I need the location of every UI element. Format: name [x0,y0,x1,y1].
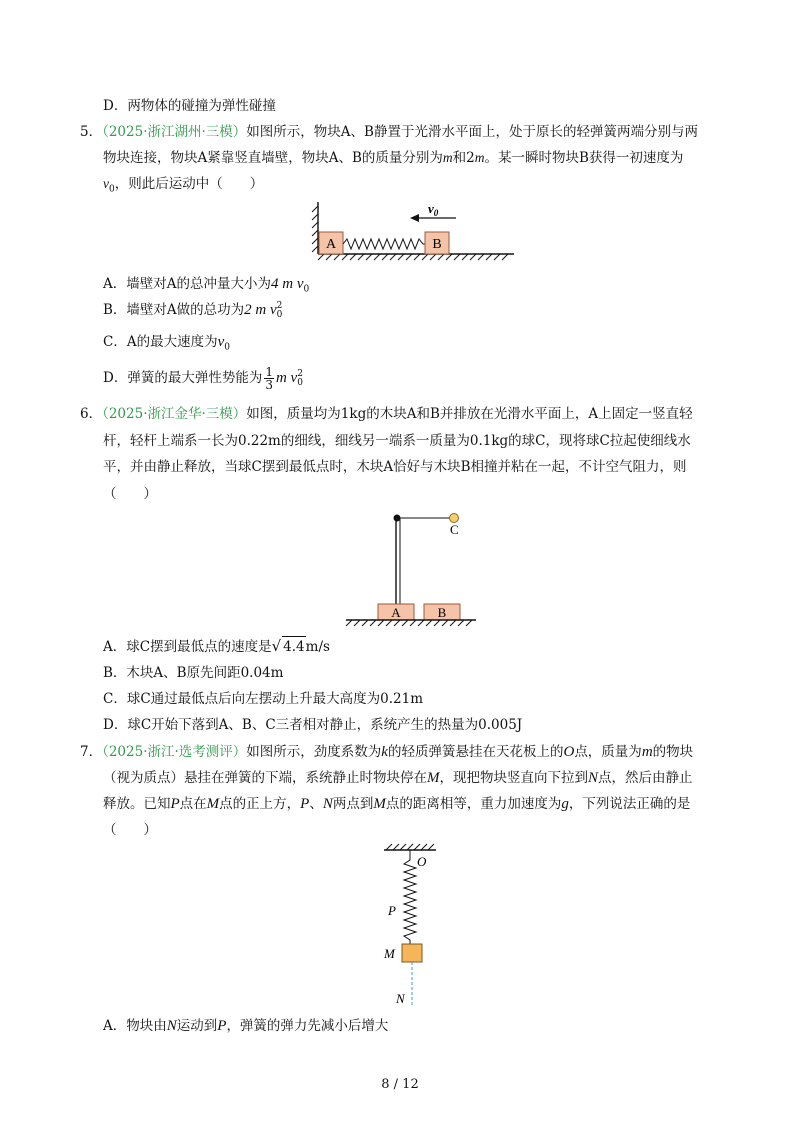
q7-block [402,944,422,962]
q7-label-o: O [417,854,427,869]
q6-figure [340,506,480,630]
q6-option-b[interactable]: B．木块A、B原先间距0.04m [103,665,284,681]
q7-spring [404,850,416,944]
q5-v0-sub: 0 [109,184,115,195]
q7-source: （2025·浙江·选考测评） [102,744,247,760]
q7-line4: （ ） [103,822,157,838]
q4-option-d: D．两物体的碰撞为弹性碰撞 [103,98,276,114]
q5-v0: v [103,176,109,191]
q5-v-label: $v_0$ [428,201,439,218]
q5-option-b[interactable]: B．墙壁对A做的总功为2 m v 2 0 [103,300,283,320]
q6-label-c: C [450,522,459,537]
q5-m: m [442,150,453,165]
q5-label-b: B [432,237,442,252]
q6-option-d[interactable]: D．球C开始下落到A、B、C三者相对静止，系统产生的热量为0.005J [103,717,523,733]
q6-number: 6． [80,406,103,422]
q5-figure [310,198,520,264]
q7-option-a[interactable]: A．物块由N运动到P，弹簧的弹力先减小后增大 [103,1018,389,1034]
q7-label-p: P [388,903,396,918]
q5-option-a[interactable]: A．墙壁对A的总冲量大小为4 m $v_0$ [103,276,310,295]
q6-source: （2025·浙江金华·三模） [102,406,247,422]
q5-source: （2025·浙江湖州·三模） [102,124,247,140]
q6-line4: （ ） [103,486,157,502]
q7-label-n: N [396,991,405,1006]
q6-line2: 杆，轻杆上端系一长为0.22m的细线，细线另一端系一质量为0.1kg的球C，现将球C拉起使细线水 [103,433,691,449]
q7-label-m: M [384,946,395,961]
q6-line3: 平，并由静止释放，当球C摆到最低点时，木块A恰好与木块B相撞并粘在一起，不计空气阻力，则 [103,459,687,475]
q5-line2b: 。某一瞬时物块B获得一初速度为 [484,150,684,166]
q5-option-d[interactable]: D．弹簧的最大弹性势能为 $\frac{1}{3}$ m v 2 0 [103,365,303,392]
q5-line2a: 物块连接，物块A紧靠竖直墙壁，物块A、B的质量分别为 [103,150,443,166]
q5-spring [343,239,425,249]
q5-and: 和2 [452,150,475,166]
q5-line1: 如图所示，物块A、B静置于光滑水平面上，处于原长的轻弹簧两端分别与两 [246,124,698,140]
q6-label-a: A [391,605,401,620]
q6-option-a[interactable]: A．球C摆到最低点的速度是√ 4.4m/s [103,637,330,655]
q5-m2: m [474,150,485,165]
q6-label-b: B [437,605,447,620]
q6-option-c[interactable]: C．球C通过最低点后向左摆动上升最大高度为0.21m [103,691,424,707]
q5-option-c[interactable]: C．A的最大速度为$v_0$ [103,334,230,353]
q5-number: 5． [80,124,103,140]
q7-figure [370,840,450,1010]
q6-line1: 如图，质量均为1kg的木块A和B并排放在光滑水平面上，A上固定一竖直轻 [246,406,693,422]
page-number: 8 / 12 [381,1077,419,1092]
q7-number: 7． [80,744,103,760]
q5-line3: ，则此后运动中（ ） [114,176,264,192]
q5-label-a: A [325,237,337,252]
